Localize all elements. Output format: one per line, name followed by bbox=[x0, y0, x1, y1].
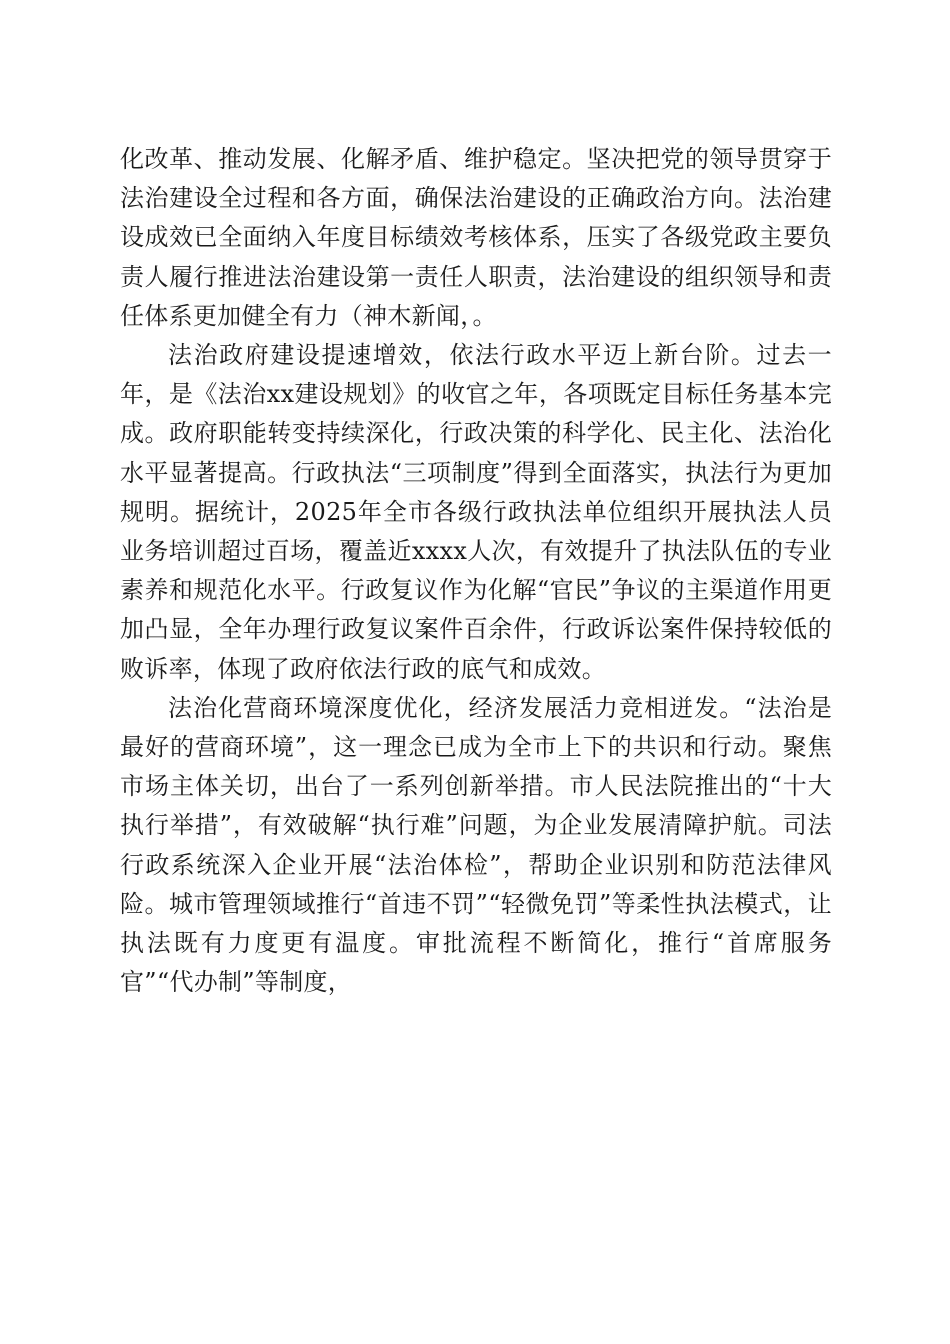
paragraph-business-environment: 法治化营商环境深度优化，经济发展活力竞相迸发。“法治是最好的营商环境”，这一理念已成为全市上下的共识和行动。聚焦市场主体关切，出台了一系列创新举措。市人民法院推出的“十大执行举措”，有效破解“执行难”问题，为企业发展清障护航。司法行政系统深入企业开展“法治体检”，帮助企业识别和防范法律风险。城市管理领域推行“首违不罚”“轻微免罚”等柔性执法模式，让执法既有力度更有温度。审批流程不断简化，推行“首席服务官”“代办制”等制度， bbox=[120, 693, 832, 997]
paragraph-continued: 化改革、推动发展、化解矛盾、维护稳定。坚决把党的领导贯穿于法治建设全过程和各方面，确保法治建设的正确政治方向。法治建设成效已全面纳入年度目标绩效考核体系，压实了各级党政主要负责人履行推进法治建设第一责任人职责，法治建设的组织领导和责任体系更加健全有力（神木新闻，。 bbox=[120, 145, 832, 330]
document-body bbox=[120, 140, 832, 1002]
paragraph-law-based-government: 法治政府建设提速增效，依法行政水平迈上新台阶。过去一年，是《法治xx建设规划》的收官之年，各项既定目标任务基本完成。政府职能转变持续深化，行政决策的科学化、民主化、法治化水平显著提高。行政执法“三项制度”得到全面落实，执法行为更加规明。据统计，2025年全市各级行政执法单位组织开展执法人员业务培训超过百场，覆盖近xxxx人次，有效提升了执法队伍的专业素养和规范化水平。行政复议作为化解“官民”争议的主渠道作用更加凸显，全年办理行政复议案件百余件，行政诉讼案件保持较低的败诉率，体现了政府依法行政的底气和成效。 bbox=[120, 341, 832, 683]
